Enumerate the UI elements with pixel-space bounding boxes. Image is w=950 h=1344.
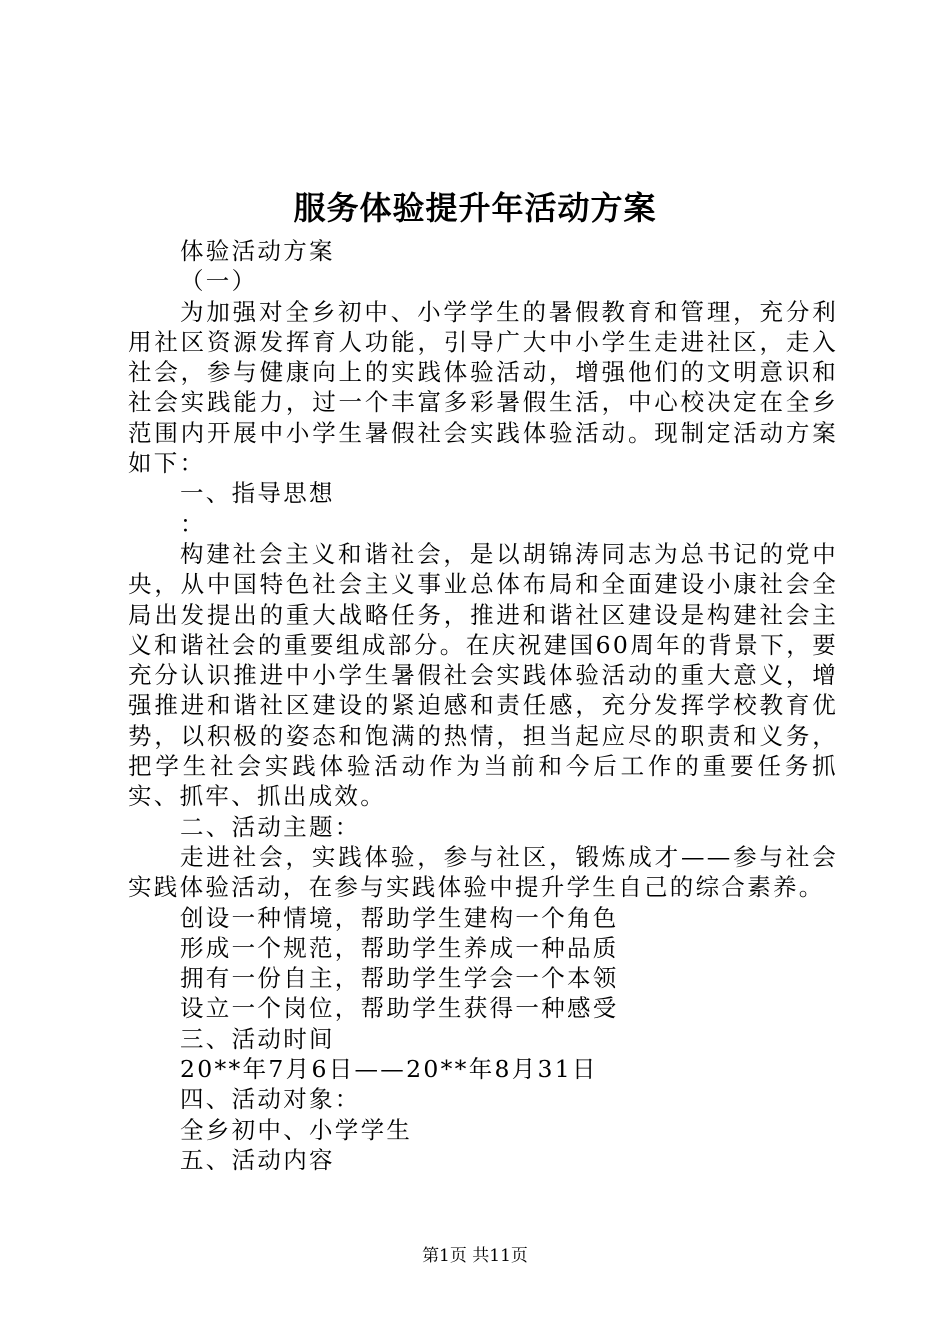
- paragraph-colon: ：: [180, 509, 206, 538]
- heading-activity-content: 五、活动内容: [180, 1145, 335, 1174]
- theme-line-3: 拥有一份自主，帮助学生学会一个本领: [180, 964, 619, 993]
- heading-activity-target: 四、活动对象：: [180, 1085, 361, 1114]
- theme-line-4: 设立一个岗位，帮助学生获得一种感受: [180, 994, 619, 1023]
- heading-guiding-ideology: 一、指导思想: [180, 479, 335, 508]
- paragraph-intro: 为加强对全乡初中、小学学生的暑假教育和管理，充分利用社区资源发挥育人功能，引导广大中小学生走进社区，走入社会，参与健康向上的实践体验活动，增强他们的文明意识和社会实践能力，过一个丰富多彩暑假生活，中心校决定在全乡范围内开展中小学生暑假社会实践体验活动。现制定活动方案如下：: [128, 297, 838, 478]
- theme-line-1: 创设一种情境，帮助学生建构一个角色: [180, 903, 619, 932]
- theme-line-2: 形成一个规范，帮助学生养成一种品质: [180, 933, 619, 962]
- page-footer: 第1页 共11页: [422, 1246, 528, 1266]
- paragraph-subtitle: 体验活动方案: [180, 237, 335, 265]
- document-body: [128, 236, 838, 1175]
- paragraph-guiding-ideology: 构建社会主义和谐社会，是以胡锦涛同志为总书记的党中央，从中国特色社会主义事业总体布局和全面建设小康社会全局出发提出的重大战略任务，推进和谐社区建设是构建社会主义和谐社会的重要组成部分。在庆祝建国60周年的背景下，要充分认识推进中小学生暑假社会实践体验活动的重大意义，增强推进和谐社区建设的紧迫感和责任感，充分发挥学校教育优势，以积极的姿态和饱满的热情，担当起应尽的职责和义务，把学生社会实践体验活动作为当前和今后工作的重要任务抓实、抓牢、抓出成效。: [128, 539, 838, 811]
- document-title: 服务体验提升年活动方案: [293, 189, 657, 227]
- paragraph-activity-theme: 走进社会，实践体验，参与社区，锻炼成才——参与社会实践体验活动，在参与实践体验中提升学生自己的综合素养。: [128, 842, 838, 902]
- paragraph-activity-target: 全乡初中、小学学生: [180, 1115, 413, 1144]
- paragraph-section-number: （一）: [180, 267, 258, 296]
- paragraph-activity-time: 20**年7月6日——20**年8月31日: [180, 1055, 598, 1084]
- heading-activity-time: 三、活动时间: [180, 1024, 335, 1053]
- heading-activity-theme: 二、活动主题：: [180, 812, 361, 841]
